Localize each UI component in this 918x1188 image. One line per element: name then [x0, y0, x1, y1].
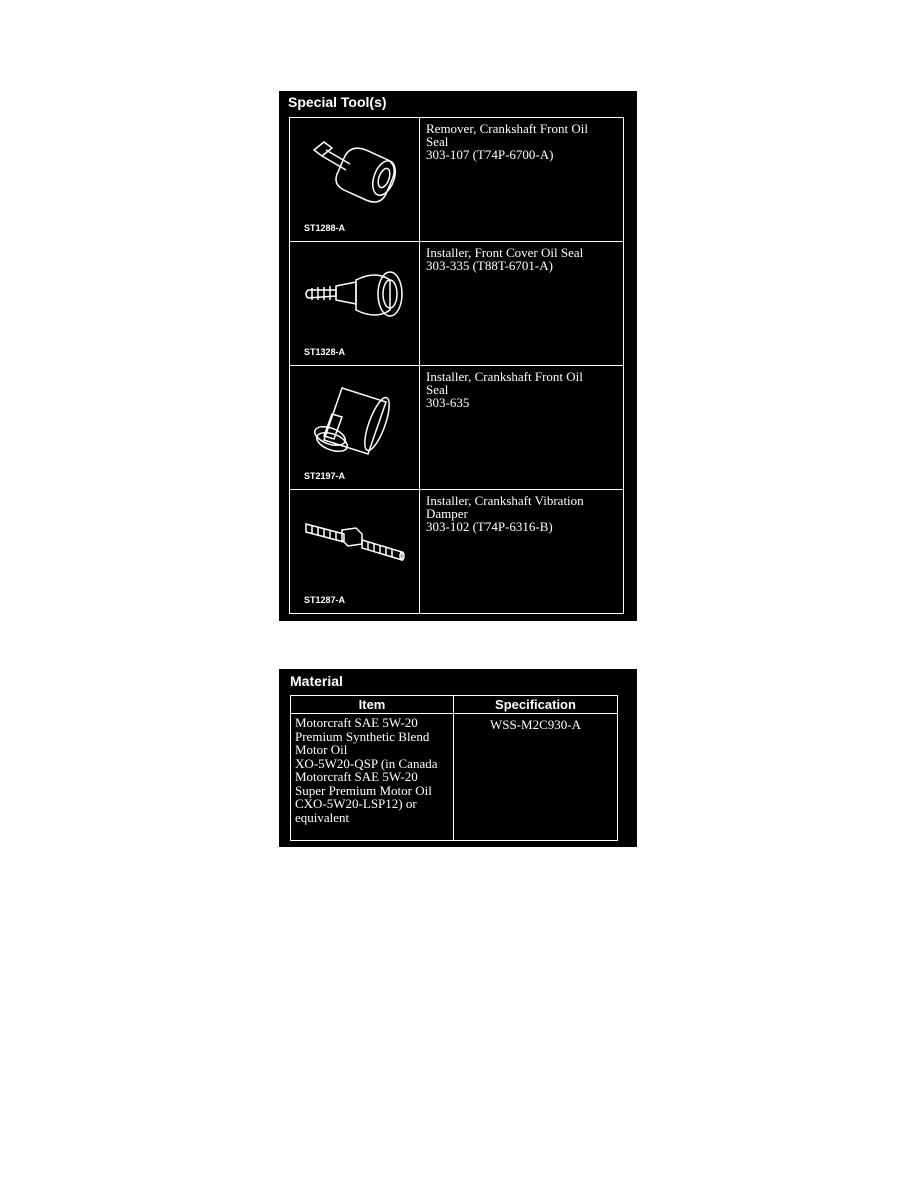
- material-item-cell: [291, 714, 454, 841]
- specification-column-header: Specification: [454, 696, 618, 714]
- tool-description-line: Installer, Crankshaft Vibration: [426, 493, 584, 508]
- material-item-line: XO-5W20-QSP (in Canada: [295, 755, 438, 771]
- tool-description-line: 303-102 (T74P-6316-B): [426, 519, 553, 534]
- tool-row: [290, 366, 624, 490]
- tool-code: ST1288-A: [304, 223, 346, 233]
- front-cover-oil-seal-installer-illustration: [302, 252, 412, 338]
- tool-image-cell: [290, 118, 420, 242]
- material-header-row: [291, 696, 618, 714]
- tool-code: ST1328-A: [304, 347, 346, 357]
- tool-image-cell: [290, 490, 420, 614]
- material-item-line: Motorcraft SAE 5W-20: [295, 769, 418, 784]
- special-tools-table: [289, 117, 624, 614]
- material-item-line: Motorcraft SAE 5W-20: [295, 715, 418, 730]
- crankshaft-front-oil-seal-remover-illustration: [302, 128, 412, 214]
- tool-code: ST2197-A: [304, 471, 346, 481]
- material-row: [291, 714, 618, 841]
- vibration-damper-installer-illustration: [302, 500, 412, 586]
- tool-description: [420, 366, 624, 490]
- material-title: Material: [290, 673, 343, 689]
- tool-image-cell: [290, 242, 420, 366]
- special-tools-panel: [279, 91, 637, 621]
- tool-description-line: Installer, Front Cover Oil Seal: [426, 245, 584, 260]
- tool-image-cell: [290, 366, 420, 490]
- material-panel: [279, 669, 637, 847]
- tool-description-line: 303-107 (T74P-6700-A): [426, 147, 554, 162]
- material-specification-cell: WSS-M2C930-A: [454, 714, 618, 841]
- material-table: [290, 695, 618, 841]
- tool-description-line: Installer, Crankshaft Front Oil: [426, 369, 583, 384]
- tool-description-line: Damper: [426, 506, 468, 521]
- material-item-line: CXO-5W20-LSP12) or: [295, 796, 417, 811]
- item-column-header: Item: [291, 696, 454, 714]
- material-item-line: equivalent: [295, 809, 350, 825]
- tool-description: [420, 118, 624, 242]
- tool-description: [420, 242, 624, 366]
- crankshaft-front-oil-seal-installer-illustration: [302, 376, 412, 462]
- tool-code: ST1287-A: [304, 595, 346, 605]
- material-item-line: Premium Synthetic Blend: [295, 728, 430, 744]
- tool-description-line: Seal: [426, 134, 449, 149]
- material-item-line: Motor Oil: [295, 742, 348, 757]
- tool-description-line: Remover, Crankshaft Front Oil: [426, 121, 588, 136]
- tool-row: [290, 118, 624, 242]
- tool-description: [420, 490, 624, 614]
- tool-description-line: 303-635: [426, 395, 470, 410]
- material-item-line: Super Premium Motor Oil: [295, 782, 432, 798]
- special-tools-title: Special Tool(s): [288, 94, 387, 110]
- tool-row: [290, 490, 624, 614]
- tool-description-line: Seal: [426, 382, 449, 397]
- tool-description-line: 303-335 (T88T-6701-A): [426, 258, 553, 273]
- tool-row: [290, 242, 624, 366]
